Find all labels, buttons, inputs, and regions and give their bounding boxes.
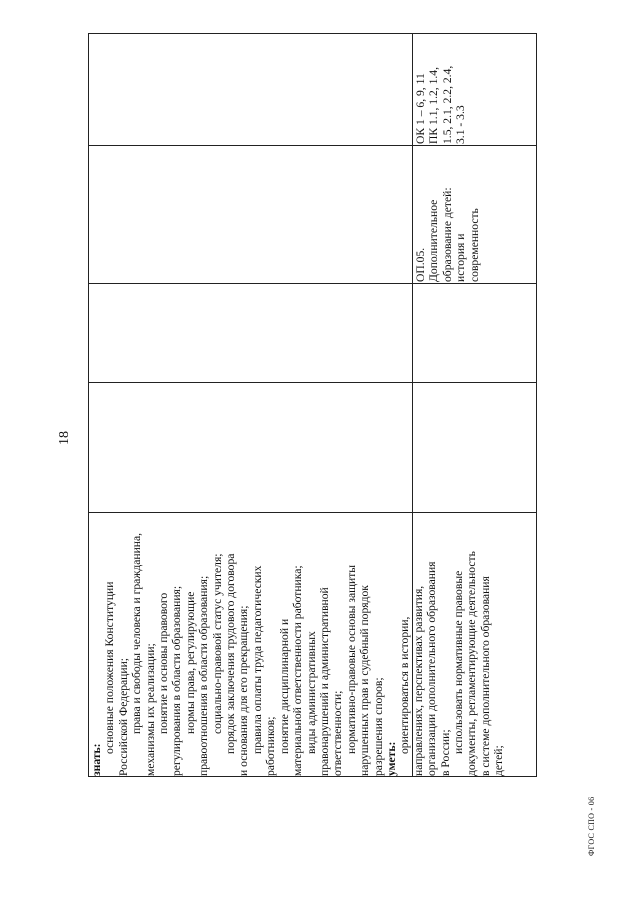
- competency-line: 3.1 - 3.3: [454, 105, 468, 144]
- knowledge-line: правонарушений и административной: [317, 587, 331, 776]
- knowledge-line: понятие и основы правового: [157, 592, 171, 734]
- knowledge-line: виды административных: [304, 631, 318, 754]
- skills-line: организации дополнительного образования: [425, 561, 439, 776]
- knowledge-line: социально-правовой статус учителя;: [210, 553, 224, 734]
- knowledge-line: порядок заключения трудового договора: [224, 553, 238, 754]
- competencies-cell: [414, 34, 468, 144]
- table-row-divider: [88, 145, 536, 146]
- knowledge-line: права и свободы человека и гражданина,: [130, 532, 144, 734]
- discipline-line: история и: [454, 233, 468, 282]
- table-row-divider: [88, 382, 536, 383]
- knowledge-line: и основания для его прекращения;: [237, 605, 251, 776]
- discipline-code: ОП.05.: [414, 247, 427, 282]
- page-number: 18: [57, 431, 72, 445]
- knowledge-line: материальной ответственности работника;: [291, 565, 305, 776]
- knowledge-line: нормативно-правовые основы защиты: [344, 564, 358, 754]
- discipline-line: образование детей:: [440, 187, 454, 282]
- footer-code: ФГОС СПО - 06: [587, 796, 596, 856]
- knowledge-line: разрешения споров;: [371, 677, 385, 776]
- skills-line: в России;: [438, 729, 452, 776]
- skills-heading: уметь:: [384, 741, 398, 776]
- knowledge-line: основные положения Конституции: [103, 581, 117, 754]
- discipline-line: современность: [467, 208, 481, 282]
- knowledge-line: правила оплаты труда педагогических: [250, 565, 264, 754]
- competency-line: 1.5, 2.1, 2.2, 2.4,: [440, 65, 454, 144]
- table-border-top: [88, 33, 89, 777]
- competency-line: ОК 1 – 6, 9, 11: [414, 73, 427, 144]
- discipline-cell: [414, 147, 481, 282]
- skills-line: использовать нормативные правовые: [451, 570, 465, 754]
- skills-line: документы, регламентирующие деятельность: [465, 551, 479, 776]
- competency-line: ПК 1.1, 1.2, 1.4,: [427, 67, 441, 144]
- skills-line: детей;: [492, 745, 506, 776]
- knowledge-line: ответственности;: [331, 690, 345, 776]
- skills-line: направлениях, перспективах развития,: [411, 585, 425, 776]
- table-border-bottom: [536, 33, 537, 777]
- knowledge-line: нарушенных прав и судебный порядок: [358, 585, 372, 776]
- knowledge-line: нормы права, регулирующие: [183, 591, 197, 734]
- knowledge-line: работников;: [264, 716, 278, 776]
- knowledge-line: правоотношения в области образования;: [197, 575, 211, 776]
- table-border-right: [88, 776, 536, 777]
- knowledge-line: понятие дисциплинарной и: [277, 618, 291, 754]
- discipline-line: Дополнительное: [427, 199, 441, 282]
- table-row-divider: [88, 512, 536, 513]
- table-row-divider: [88, 283, 536, 284]
- knowledge-heading: знать:: [90, 743, 103, 776]
- table-border-left: [88, 33, 536, 34]
- skills-line: ориентироваться в истории,: [398, 616, 412, 754]
- knowledge-line: механизмы их реализации;: [143, 643, 157, 776]
- knowledge-cell: [90, 514, 506, 776]
- knowledge-line: Российской Федерации;: [116, 657, 130, 776]
- skills-line: в системе дополнительного образования: [478, 576, 492, 776]
- knowledge-line: регулирования в области образования;: [170, 585, 184, 776]
